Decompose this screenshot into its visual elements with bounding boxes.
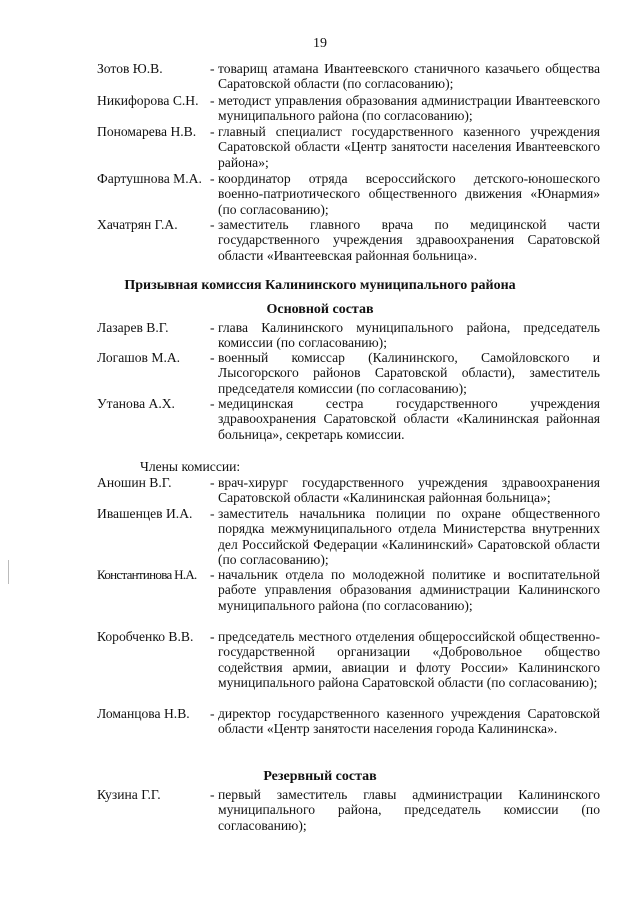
list-item — [97, 171, 600, 217]
person-description: военный комиссар (Калининского, Самойловского и Лысогорского районов Саратовской области), заместитель председателя комиссии (по согласованию); — [218, 350, 600, 396]
person-name: Лазарев В.Г. — [97, 320, 169, 335]
list-item — [97, 61, 600, 92]
person-description: первый заместитель главы администрации Калининского муниципального района, председатель комиссии (по согласованию); — [218, 787, 600, 833]
commission-title: Призывная комиссия Калининского муниципального района — [124, 278, 516, 293]
list-item — [97, 506, 600, 567]
main-composition-title: Основной состав — [266, 302, 374, 317]
dash: - — [210, 787, 215, 802]
person-name: Константинова Н.А. — [97, 567, 197, 582]
person-name: Кузина Г.Г. — [97, 787, 161, 802]
dash: - — [210, 567, 215, 582]
person-name: Хачатрян Г.А. — [97, 217, 178, 232]
person-name: Зотов Ю.В. — [97, 61, 163, 76]
person-description: заместитель начальника полиции по охране общественного порядка межмуниципального отдела Министерства внутренних дел Российской Федерации «Калининский» Саратовской области (по согласованию); — [218, 506, 600, 567]
person-name: Никифорова С.Н. — [97, 93, 199, 108]
person-description: председатель местного отделения общероссийской общественно-государственной организации «Добровольное общество содействия армии, авиации и флоту России» Калининского муниципального района Саратовской области (по согласованию); — [218, 629, 600, 690]
list-item — [97, 706, 600, 737]
list-item — [97, 567, 600, 613]
person-name: Ивашенцев И.А. — [97, 506, 193, 521]
person-name: Аношин В.Г. — [97, 475, 172, 490]
dash: - — [210, 629, 215, 644]
list-item — [97, 350, 600, 396]
dash: - — [210, 396, 215, 411]
list-item — [97, 124, 600, 170]
person-description: врач-хирург государственного учреждения здравоохранения Саратовской области «Калининская районная больница»; — [218, 475, 600, 506]
person-description: глава Калининского муниципального района, председатель комиссии (по согласованию); — [218, 320, 600, 351]
dash: - — [210, 124, 215, 139]
dash: - — [210, 706, 215, 721]
list-item — [97, 217, 600, 263]
person-description: главный специалист государственного казенного учреждения Саратовской области «Центр занятости населения Ивантеевского района»; — [218, 124, 600, 170]
list-item — [97, 787, 600, 833]
dash: - — [210, 171, 215, 186]
person-name: Коробченко В.В. — [97, 629, 194, 644]
person-name: Ломанцова Н.В. — [97, 706, 190, 721]
dash: - — [210, 506, 215, 521]
person-name: Логашов М.А. — [97, 350, 181, 365]
person-description: товарищ атамана Ивантеевского станичного казачьего общества Саратовской области (по согласованию); — [218, 61, 600, 92]
page-number: 19 — [313, 36, 327, 51]
dash: - — [210, 475, 215, 490]
margin-mark — [8, 560, 9, 584]
list-item — [97, 475, 600, 506]
dash: - — [210, 320, 215, 335]
dash: - — [210, 217, 215, 232]
person-description: директор государственного казенного учреждения Саратовской области «Центр занятости населения города Калининска». — [218, 706, 600, 737]
dash: - — [210, 350, 215, 365]
person-description: методист управления образования администрации Ивантеевского муниципального района (по согласованию); — [218, 93, 600, 124]
list-item — [97, 320, 600, 351]
person-description: медицинская сестра государственного учреждения здравоохранения Саратовской области «Калининская районная больница», секретарь комиссии. — [218, 396, 600, 442]
members-label: Члены комиссии: — [140, 459, 241, 474]
list-item — [97, 93, 600, 124]
reserve-composition-title: Резервный состав — [263, 769, 377, 784]
person-description: координатор отряда всероссийского детского-юношеского военно-патриотического общественного движения «Юнармия» (по согласованию); — [218, 171, 600, 217]
list-item — [97, 396, 600, 442]
person-name: Утанова А.Х. — [97, 396, 175, 411]
person-name: Фартушнова М.А. — [97, 171, 202, 186]
person-description: начальник отдела по молодежной политике и воспитательной работе управления образования администрации Калининского муниципального района (по согласованию); — [218, 567, 600, 613]
list-item — [97, 629, 600, 690]
person-name: Пономарева Н.В. — [97, 124, 197, 139]
dash: - — [210, 93, 215, 108]
person-description: заместитель главного врача по медицинской части государственного учреждения здравоохранения Саратовской области «Ивантеевская районная больница». — [218, 217, 600, 263]
dash: - — [210, 61, 215, 76]
